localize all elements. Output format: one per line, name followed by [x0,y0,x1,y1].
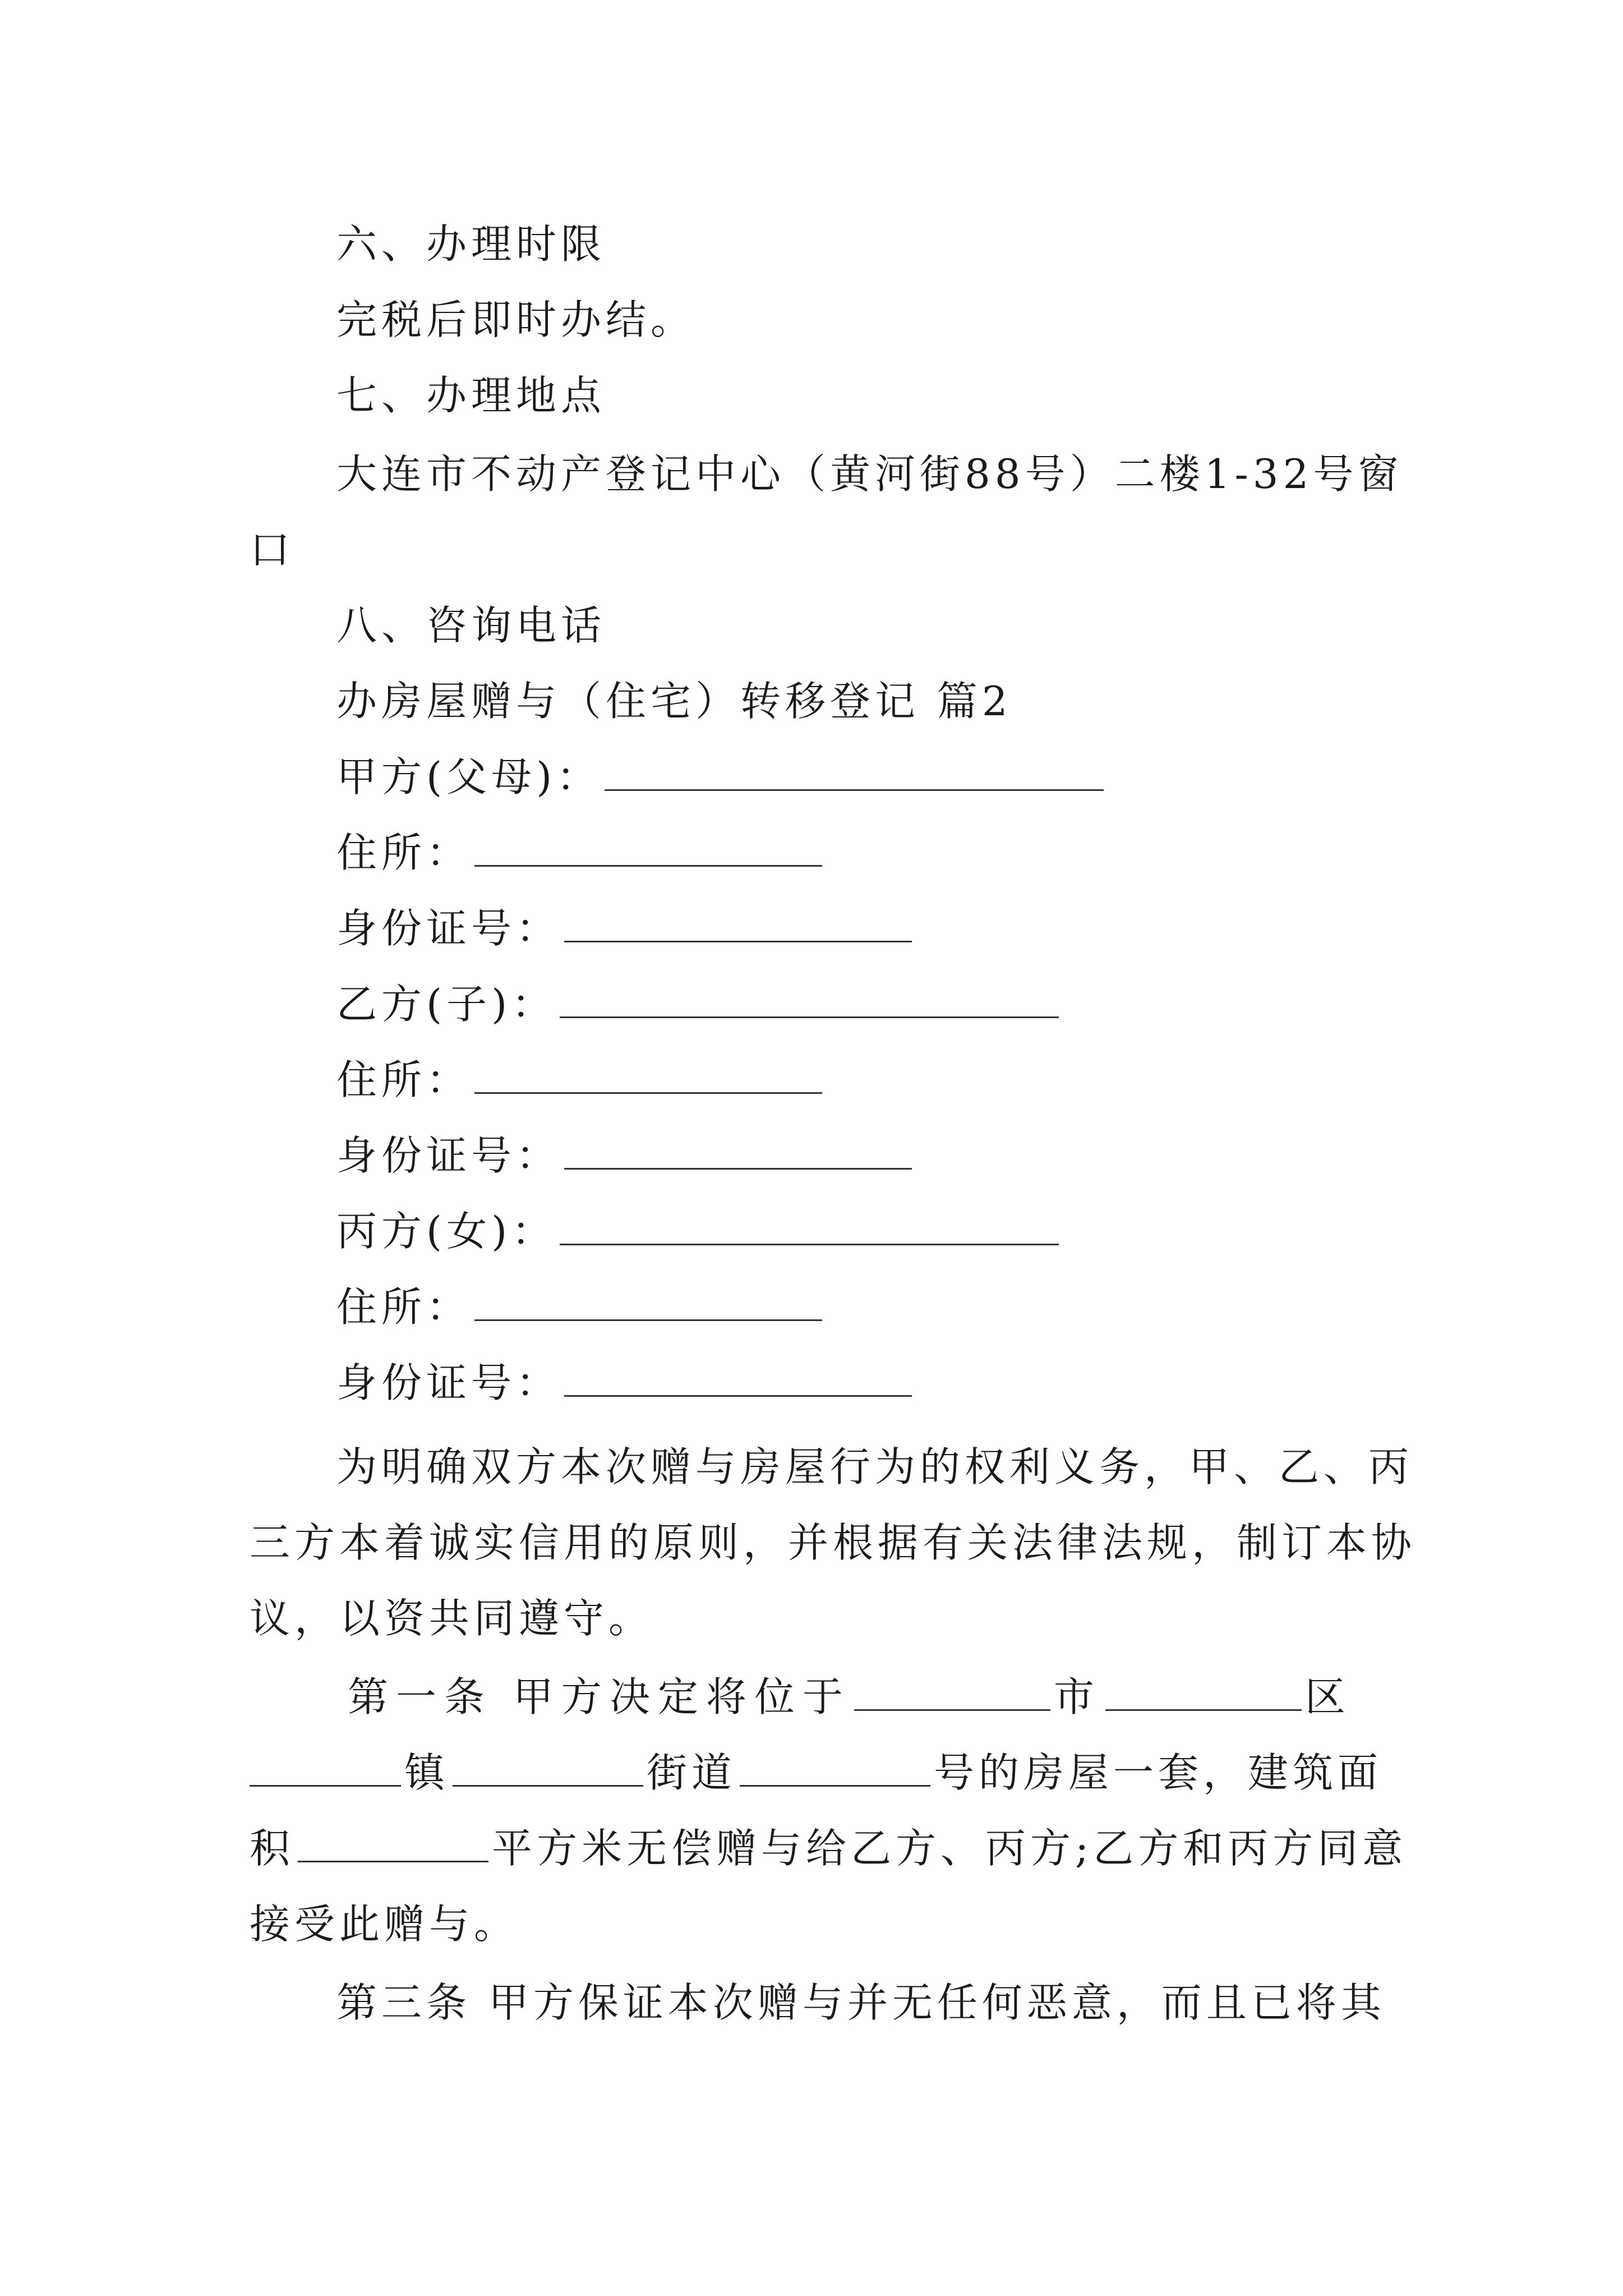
section-8-heading: 八、咨询电话 [336,602,606,649]
party-c-id-blank[interactable] [564,1360,912,1397]
party-c-label: 丙方(女)： [336,1208,557,1255]
party-b-id-row [336,1128,915,1184]
party-b-blank[interactable] [560,982,1059,1018]
area-blank[interactable] [298,1826,488,1862]
party-a-id-label: 身份证号： [336,905,561,952]
district-blank[interactable] [1105,1674,1302,1711]
gift-clause: 平方米无偿赠与给乙方、丙方;乙方和丙方同意 [492,1825,1408,1872]
house-number-label: 号的房屋一套，建筑面 [934,1749,1383,1796]
party-b-row [336,976,1062,1032]
city-label: 市 [1053,1673,1102,1720]
party-b-address-row [336,1052,826,1108]
intro-paragraph-line2: 三方本着诚实信用的原则，并根据有关法律法规，制订本协 [250,1519,1417,1566]
section-7-heading: 七、办理地点 [336,372,606,419]
article-1-line1 [348,1669,1353,1725]
district-label: 区 [1304,1673,1353,1720]
street-label: 街道 [647,1749,737,1796]
party-b-address-label: 住所： [336,1056,472,1103]
party-a-address-row [336,825,826,881]
party-c-address-blank[interactable] [474,1285,822,1321]
party-a-id-blank[interactable] [564,906,912,942]
party-a-id-row [336,900,915,956]
party-a-address-blank[interactable] [474,830,822,867]
number-blank[interactable] [740,1750,930,1787]
party-c-address-row [336,1279,826,1335]
town-label: 镇 [404,1749,450,1796]
area-label: 积 [250,1825,295,1872]
section-7-body-line2: 口 [250,526,295,573]
intro-paragraph-line3: 议，以资共同遵守。 [250,1595,654,1642]
town-blank[interactable] [250,1750,401,1787]
party-b-id-blank[interactable] [564,1133,912,1170]
party-c-id-label: 身份证号： [336,1359,561,1406]
party-c-id-row [336,1355,915,1411]
party-c-address-label: 住所： [336,1283,472,1331]
party-a-address-label: 住所： [336,829,472,876]
party-b-label: 乙方(子)： [336,981,557,1028]
section-7-body-line1: 大连市不动产登记中心（黄河街88号）二楼1-32号窗 [336,450,1403,498]
street-blank[interactable] [453,1750,643,1787]
party-b-address-blank[interactable] [474,1057,822,1094]
section-6-heading: 六、办理时限 [336,220,606,268]
article-1-line2 [250,1745,1382,1801]
party-c-row [336,1203,1062,1259]
party-c-blank[interactable] [560,1209,1059,1245]
section-6-body: 完税后即时办结。 [336,296,696,343]
party-a-row [336,749,1107,805]
party-a-blank[interactable] [605,754,1104,791]
party-b-id-label: 身份证号： [336,1132,561,1179]
part-title: 办房屋赠与（住宅）转移登记 篇2 [336,678,1012,725]
intro-paragraph-line1: 为明确双方本次赠与房屋行为的权利义务，甲、乙、丙 [336,1443,1414,1490]
article-1-heading: 第一条 甲方决定将位于 [348,1673,851,1720]
party-a-label: 甲方(父母)： [336,753,602,800]
city-blank[interactable] [854,1674,1050,1711]
article-1-line4: 接受此赠与。 [250,1901,519,1948]
article-1-line3 [250,1820,1407,1876]
article-3-line1: 第三条 甲方保证本次赠与并无任何恶意，而且已将其 [336,1979,1386,2026]
